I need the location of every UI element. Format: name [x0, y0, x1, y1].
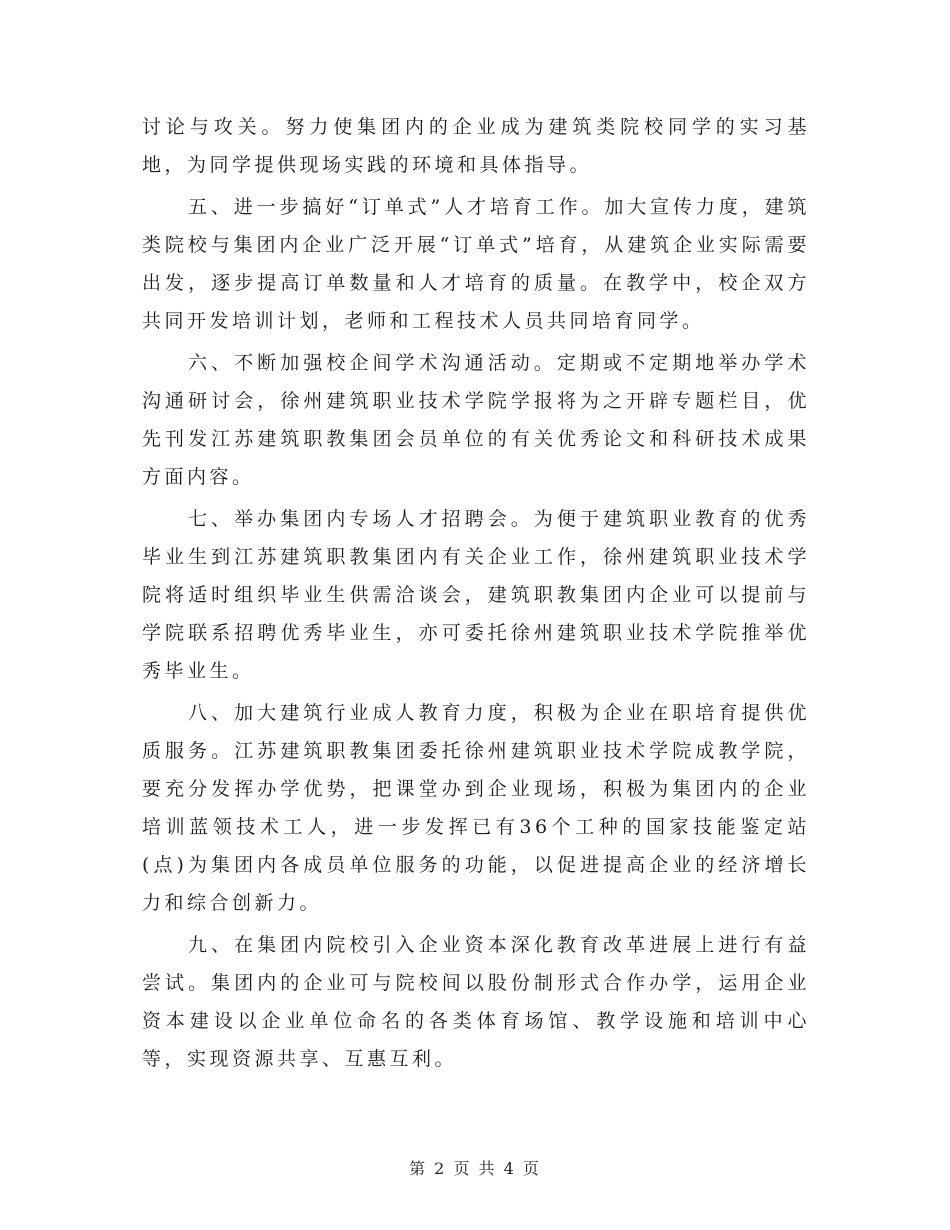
paragraph-item-5: 五、进一步搞好“订单式”人才培育工作。加大宣传力度，建筑类院校与集团内企业广泛开展“订单式”培育，从建筑企业实际需要出发，逐步提高订单数量和人才培育的质量。在教学中，校企双方共同开发培训计划，老师和工程技术人员共同培育同学。 [142, 196, 810, 332]
paragraph-item-7: 七、举办集团内专场人才招聘会。为便于建筑职业教育的优秀毕业生到江苏建筑职教集团内有关企业工作，徐州建筑职业技术学院将适时组织毕业生供需洽谈会，建筑职教集团内企业可以提前与学院联系招聘优秀毕业生，亦可委托徐州建筑职业技术学院推举优秀毕业生。 [142, 508, 810, 682]
page-number-footer: 第 2 页 共 4 页 [409, 1159, 541, 1178]
paragraph-item-6: 六、不断加强校企间学术沟通活动。定期或不定期地举办学术沟通研讨会，徐州建筑职业技术学院学报将为之开辟专题栏目，优先刊发江苏建筑职教集团会员单位的有关优秀论文和科研技术成果方面内容。 [142, 352, 810, 488]
paragraph-continuation: 讨论与攻关。努力使集团内的企业成为建筑类院校同学的实习基地，为同学提供现场实践的环境和具体指导。 [142, 116, 810, 176]
document-body [142, 108, 810, 1082]
paragraph-item-8: 八、加大建筑行业成人教育力度，积极为企业在职培育提供优质服务。江苏建筑职教集团委托徐州建筑职业技术学院成教学院，要充分发挥办学优势，把课堂办到企业现场，积极为集团内的企业培训蓝领技术工人，进一步发挥已有36个工种的国家技能鉴定站(点)为集团内各成员单位服务的功能，以促进提高企业的经济增长力和综合创新力。 [142, 702, 810, 914]
paragraph-item-9: 九、在集团内院校引入企业资本深化教育改革进展上进行有益尝试。集团内的企业可与院校间以股份制形式合作办学，运用企业资本建设以企业单位命名的各类体育场馆、教学设施和培训中心等，实现资源共享、互惠互利。 [142, 934, 810, 1070]
